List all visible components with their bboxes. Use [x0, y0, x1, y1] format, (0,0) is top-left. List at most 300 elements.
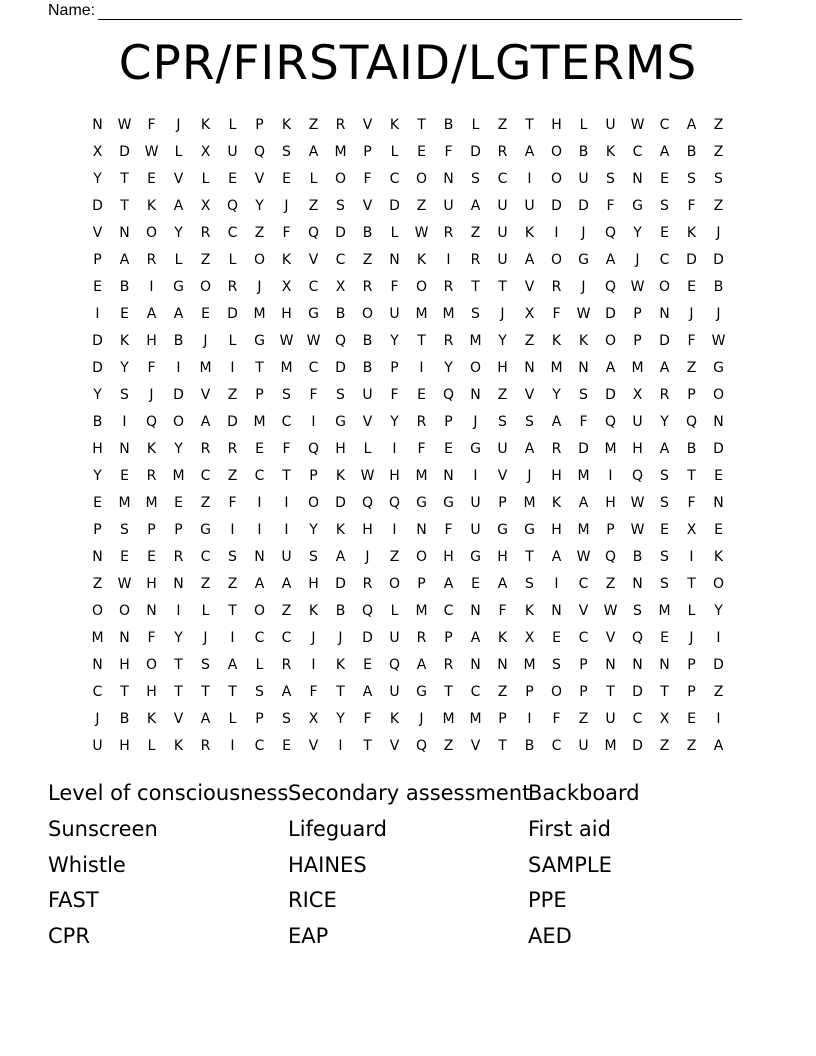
- grid-letter: M: [469, 333, 482, 349]
- grid-letter: H: [92, 441, 103, 457]
- grid-letter: N: [524, 360, 535, 376]
- grid-letter: I: [122, 414, 127, 430]
- grid-letter: Z: [497, 387, 508, 403]
- grid-letter: F: [687, 495, 696, 511]
- grid-letter: N: [254, 549, 265, 565]
- grid-letter: I: [284, 495, 289, 511]
- grid-letter: Z: [713, 144, 724, 160]
- grid-letter: T: [444, 684, 453, 700]
- grid-row: [84, 112, 732, 139]
- grid-letter: P: [444, 630, 453, 646]
- grid-letter: Y: [174, 630, 183, 646]
- grid-letter: E: [714, 468, 723, 484]
- grid-letter: E: [147, 549, 156, 565]
- grid-letter: O: [712, 387, 725, 403]
- grid-letter: Y: [255, 198, 264, 214]
- grid-letter: A: [200, 711, 211, 727]
- grid-letter: Y: [93, 387, 102, 403]
- grid-letter: I: [608, 468, 613, 484]
- grid-letter: O: [388, 576, 401, 592]
- grid-letter: R: [551, 279, 562, 295]
- grid-letter: F: [579, 414, 588, 430]
- grid-letter: N: [173, 576, 184, 592]
- grid-letter: G: [416, 495, 427, 511]
- grid-letter: I: [230, 522, 235, 538]
- grid-letter: U: [605, 117, 616, 133]
- grid-letter: A: [200, 414, 211, 430]
- grid-letter: E: [660, 630, 669, 646]
- grid-letter: R: [146, 468, 157, 484]
- grid-letter: H: [119, 738, 130, 754]
- grid-letter: C: [308, 360, 319, 376]
- grid-letter: F: [363, 711, 372, 727]
- grid-letter: Z: [254, 225, 265, 241]
- grid-letter: Z: [713, 198, 724, 214]
- grid-letter: D: [605, 306, 616, 322]
- grid-letter: D: [173, 387, 184, 403]
- grid-letter: M: [604, 738, 617, 754]
- page-title: CPR/FIRSTAID/LGTERMS: [118, 36, 698, 91]
- grid-letter: Z: [308, 198, 319, 214]
- grid-letter: J: [284, 198, 289, 214]
- grid-letter: Y: [660, 414, 669, 430]
- grid-letter: D: [713, 441, 724, 457]
- grid-letter: R: [470, 252, 481, 268]
- grid-letter: S: [201, 657, 210, 673]
- grid-letter: Y: [498, 333, 507, 349]
- grid-letter: J: [176, 117, 181, 133]
- grid-letter: Y: [390, 414, 399, 430]
- grid-letter: T: [201, 684, 210, 700]
- grid-letter: I: [689, 549, 694, 565]
- grid-letter: Q: [604, 414, 617, 430]
- grid-letter: S: [660, 576, 669, 592]
- grid-letter: D: [335, 225, 346, 241]
- grid-letter: K: [146, 441, 157, 457]
- grid-letter: L: [471, 117, 480, 133]
- grid-letter: I: [716, 630, 721, 646]
- grid-letter: U: [470, 495, 481, 511]
- grid-letter: N: [470, 603, 481, 619]
- grid-letter: C: [254, 630, 265, 646]
- grid-row: [84, 193, 732, 220]
- grid-letter: I: [95, 306, 100, 322]
- grid-letter: T: [471, 279, 480, 295]
- grid-letter: S: [336, 198, 345, 214]
- grid-row: [84, 139, 732, 166]
- grid-letter: Q: [226, 198, 239, 214]
- grid-letter: P: [147, 522, 156, 538]
- grid-letter: K: [335, 657, 346, 673]
- grid-letter: B: [632, 549, 643, 565]
- grid-letter: O: [604, 333, 617, 349]
- grid-letter: L: [579, 117, 588, 133]
- grid-letter: T: [687, 576, 696, 592]
- grid-letter: U: [578, 738, 589, 754]
- grid-letter: N: [92, 657, 103, 673]
- grid-letter: I: [257, 495, 262, 511]
- grid-letter: V: [92, 225, 103, 241]
- grid-letter: L: [228, 711, 237, 727]
- grid-letter: R: [227, 441, 238, 457]
- grid-letter: U: [497, 441, 508, 457]
- grid-letter: I: [392, 522, 397, 538]
- grid-letter: T: [120, 684, 129, 700]
- grid-letter: Q: [307, 441, 320, 457]
- grid-letter: U: [362, 387, 373, 403]
- grid-letter: N: [389, 252, 400, 268]
- grid-letter: P: [687, 657, 696, 673]
- grid-letter: K: [551, 495, 562, 511]
- grid-letter: P: [93, 522, 102, 538]
- grid-letter: O: [550, 144, 563, 160]
- grid-letter: T: [687, 468, 696, 484]
- grid-letter: A: [227, 657, 238, 673]
- grid-letter: I: [554, 576, 559, 592]
- grid-letter: A: [416, 657, 427, 673]
- grid-letter: V: [308, 252, 319, 268]
- grid-letter: M: [91, 630, 104, 646]
- grid-letter: A: [686, 117, 697, 133]
- grid-letter: Z: [497, 684, 508, 700]
- grid-letter: L: [228, 333, 237, 349]
- grid-letter: T: [363, 738, 372, 754]
- grid-letter: F: [687, 333, 696, 349]
- grid-letter: X: [686, 522, 697, 538]
- grid-letter: O: [415, 279, 428, 295]
- grid-letter: K: [173, 738, 184, 754]
- grid-letter: F: [498, 603, 507, 619]
- grid-letter: R: [443, 279, 454, 295]
- grid-letter: R: [497, 144, 508, 160]
- grid-letter: Q: [307, 225, 320, 241]
- grid-letter: U: [92, 738, 103, 754]
- grid-letter: Y: [390, 333, 399, 349]
- grid-letter: S: [633, 603, 642, 619]
- grid-letter: E: [120, 549, 129, 565]
- grid-letter: T: [336, 684, 345, 700]
- grid-letter: E: [282, 171, 291, 187]
- grid-letter: J: [500, 306, 505, 322]
- grid-letter: I: [176, 603, 181, 619]
- grid-letter: H: [551, 522, 562, 538]
- word-list-item: Sunscreen: [48, 816, 158, 841]
- grid-letter: D: [659, 333, 670, 349]
- grid-letter: Z: [200, 252, 211, 268]
- grid-letter: J: [311, 630, 316, 646]
- grid-letter: Z: [362, 252, 373, 268]
- grid-letter: Y: [120, 360, 129, 376]
- grid-letter: X: [524, 630, 535, 646]
- grid-letter: S: [660, 198, 669, 214]
- grid-letter: C: [659, 117, 670, 133]
- grid-letter: L: [390, 603, 399, 619]
- grid-letter: P: [579, 684, 588, 700]
- grid-letter: M: [253, 306, 266, 322]
- grid-letter: N: [119, 630, 130, 646]
- grid-letter: Q: [442, 387, 455, 403]
- grid-letter: R: [362, 576, 373, 592]
- grid-letter: P: [93, 252, 102, 268]
- grid-letter: M: [253, 414, 266, 430]
- grid-letter: H: [443, 549, 454, 565]
- grid-letter: L: [174, 252, 183, 268]
- grid-letter: F: [363, 171, 372, 187]
- grid-letter: U: [443, 198, 454, 214]
- grid-letter: K: [281, 252, 292, 268]
- grid-letter: Z: [389, 549, 400, 565]
- grid-letter: I: [230, 630, 235, 646]
- grid-letter: V: [578, 603, 589, 619]
- grid-letter: S: [282, 387, 291, 403]
- grid-letter: Y: [714, 603, 723, 619]
- grid-letter: X: [659, 711, 670, 727]
- grid-letter: P: [525, 684, 534, 700]
- grid-letter: C: [659, 252, 670, 268]
- word-list-item: EAP: [288, 924, 329, 949]
- grid-letter: L: [255, 657, 264, 673]
- grid-letter: G: [200, 522, 211, 538]
- grid-letter: Q: [388, 657, 401, 673]
- grid-letter: Z: [578, 711, 589, 727]
- grid-letter: D: [578, 198, 589, 214]
- grid-letter: W: [630, 522, 645, 538]
- grid-letter: J: [257, 279, 262, 295]
- grid-letter: A: [470, 630, 481, 646]
- grid-letter: K: [389, 117, 400, 133]
- grid-letter: V: [362, 198, 373, 214]
- grid-letter: T: [120, 171, 129, 187]
- grid-letter: B: [119, 711, 130, 727]
- grid-letter: E: [552, 630, 561, 646]
- name-field: [48, 0, 742, 20]
- grid-letter: S: [282, 711, 291, 727]
- grid-letter: P: [255, 711, 264, 727]
- grid-letter: S: [471, 306, 480, 322]
- grid-letter: P: [687, 684, 696, 700]
- grid-letter: T: [498, 279, 507, 295]
- grid-letter: F: [282, 441, 291, 457]
- grid-row: [84, 328, 732, 355]
- grid-letter: A: [281, 576, 292, 592]
- name-label: Name:: [48, 2, 96, 19]
- grid-letter: F: [147, 117, 156, 133]
- grid-letter: J: [338, 630, 343, 646]
- grid-letter: K: [200, 117, 211, 133]
- grid-letter: X: [335, 279, 346, 295]
- grid-letter: A: [497, 576, 508, 592]
- grid-letter: E: [417, 387, 426, 403]
- grid-letter: M: [523, 657, 536, 673]
- grid-letter: D: [92, 198, 103, 214]
- grid-letter: Z: [659, 738, 670, 754]
- grid-letter: M: [442, 711, 455, 727]
- grid-letter: I: [338, 738, 343, 754]
- grid-letter: N: [119, 225, 130, 241]
- grid-letter: K: [524, 225, 535, 241]
- grid-letter: S: [471, 171, 480, 187]
- grid-letter: P: [633, 306, 642, 322]
- grid-letter: C: [389, 171, 400, 187]
- grid-letter: N: [470, 387, 481, 403]
- grid-letter: J: [95, 711, 100, 727]
- grid-letter: Z: [308, 117, 319, 133]
- grid-letter: U: [470, 522, 481, 538]
- grid-letter: W: [711, 333, 726, 349]
- grid-letter: D: [551, 198, 562, 214]
- grid-letter: D: [92, 333, 103, 349]
- grid-letter: W: [630, 117, 645, 133]
- word-list-item: AED: [528, 924, 572, 949]
- grid-row: [84, 517, 732, 544]
- grid-letter: V: [362, 414, 373, 430]
- grid-letter: N: [632, 657, 643, 673]
- grid-letter: Z: [713, 684, 724, 700]
- grid-letter: R: [443, 225, 454, 241]
- grid-letter: C: [308, 279, 319, 295]
- grid-row: [84, 409, 732, 436]
- grid-letter: I: [527, 711, 532, 727]
- grid-letter: U: [497, 252, 508, 268]
- grid-letter: A: [659, 144, 670, 160]
- word-list-item: RICE: [288, 888, 337, 913]
- grid-letter: N: [659, 306, 670, 322]
- grid-letter: J: [149, 387, 154, 403]
- grid-letter: N: [497, 657, 508, 673]
- grid-letter: K: [524, 603, 535, 619]
- grid-letter: D: [632, 684, 643, 700]
- grid-letter: T: [174, 684, 183, 700]
- grid-letter: N: [416, 522, 427, 538]
- grid-letter: Y: [444, 360, 453, 376]
- grid-letter: S: [255, 684, 264, 700]
- grid-letter: P: [390, 360, 399, 376]
- grid-letter: K: [335, 468, 346, 484]
- grid-letter: I: [446, 252, 451, 268]
- grid-letter: J: [473, 414, 478, 430]
- grid-letter: P: [687, 387, 696, 403]
- grid-letter: Y: [552, 387, 561, 403]
- grid-letter: A: [551, 414, 562, 430]
- grid-letter: K: [146, 711, 157, 727]
- grid-letter: A: [443, 576, 454, 592]
- grid-letter: D: [227, 414, 238, 430]
- grid-letter: W: [117, 576, 132, 592]
- grid-letter: B: [335, 306, 346, 322]
- grid-letter: W: [360, 468, 375, 484]
- grid-letter: S: [660, 549, 669, 565]
- grid-letter: I: [284, 522, 289, 538]
- grid-letter: I: [392, 441, 397, 457]
- grid-letter: O: [550, 171, 563, 187]
- grid-letter: V: [173, 711, 184, 727]
- grid-letter: G: [335, 414, 346, 430]
- grid-letter: C: [200, 549, 211, 565]
- grid-letter: K: [605, 144, 616, 160]
- grid-letter: H: [146, 576, 157, 592]
- grid-letter: S: [309, 549, 318, 565]
- grid-letter: L: [201, 603, 210, 619]
- grid-letter: C: [578, 576, 589, 592]
- grid-letter: U: [524, 198, 535, 214]
- grid-letter: A: [524, 144, 535, 160]
- grid-letter: C: [470, 684, 481, 700]
- grid-letter: C: [632, 711, 643, 727]
- grid-letter: R: [362, 279, 373, 295]
- grid-letter: G: [578, 252, 589, 268]
- grid-letter: Y: [309, 522, 318, 538]
- grid-letter: E: [228, 171, 237, 187]
- grid-letter: D: [713, 657, 724, 673]
- grid-letter: R: [551, 441, 562, 457]
- grid-letter: E: [120, 468, 129, 484]
- grid-letter: A: [605, 252, 616, 268]
- grid-letter: F: [444, 522, 453, 538]
- grid-letter: C: [92, 684, 103, 700]
- grid-letter: V: [605, 630, 616, 646]
- grid-letter: K: [713, 549, 724, 565]
- grid-letter: E: [255, 441, 264, 457]
- grid-letter: D: [362, 630, 373, 646]
- grid-letter: J: [689, 630, 694, 646]
- grid-letter: F: [147, 360, 156, 376]
- grid-letter: E: [417, 144, 426, 160]
- grid-letter: Y: [93, 468, 102, 484]
- grid-letter: M: [172, 468, 185, 484]
- grid-letter: O: [253, 252, 266, 268]
- grid-letter: R: [659, 387, 670, 403]
- grid-letter: B: [92, 414, 103, 430]
- grid-letter: A: [173, 306, 184, 322]
- grid-letter: H: [146, 333, 157, 349]
- grid-letter: O: [145, 657, 158, 673]
- grid-letter: O: [550, 684, 563, 700]
- grid-letter: M: [550, 360, 563, 376]
- grid-letter: Q: [361, 603, 374, 619]
- grid-letter: G: [308, 306, 319, 322]
- word-list-item: Lifeguard: [288, 816, 387, 841]
- grid-letter: O: [334, 171, 347, 187]
- grid-letter: W: [576, 306, 591, 322]
- grid-letter: F: [309, 684, 318, 700]
- grid-letter: X: [200, 144, 211, 160]
- grid-row: [84, 301, 732, 328]
- grid-letter: E: [363, 657, 372, 673]
- grid-letter: L: [228, 117, 237, 133]
- grid-letter: E: [93, 495, 102, 511]
- grid-letter: L: [174, 144, 183, 160]
- grid-letter: T: [228, 603, 237, 619]
- grid-letter: Z: [200, 576, 211, 592]
- grid-letter: Q: [253, 144, 266, 160]
- grid-letter: Q: [631, 630, 644, 646]
- grid-letter: Q: [361, 495, 374, 511]
- grid-letter: X: [200, 198, 211, 214]
- word-list-item: Secondary assessment: [288, 781, 531, 805]
- grid-letter: F: [390, 279, 399, 295]
- grid-letter: T: [255, 360, 264, 376]
- grid-letter: O: [415, 549, 428, 565]
- grid-letter: G: [470, 549, 481, 565]
- grid-row: [84, 598, 732, 625]
- grid-letter: S: [525, 576, 534, 592]
- grid-row: [84, 220, 732, 247]
- grid-letter: Z: [524, 333, 535, 349]
- grid-letter: K: [389, 711, 400, 727]
- grid-letter: R: [416, 630, 427, 646]
- grid-letter: V: [200, 387, 211, 403]
- grid-row: [84, 436, 732, 463]
